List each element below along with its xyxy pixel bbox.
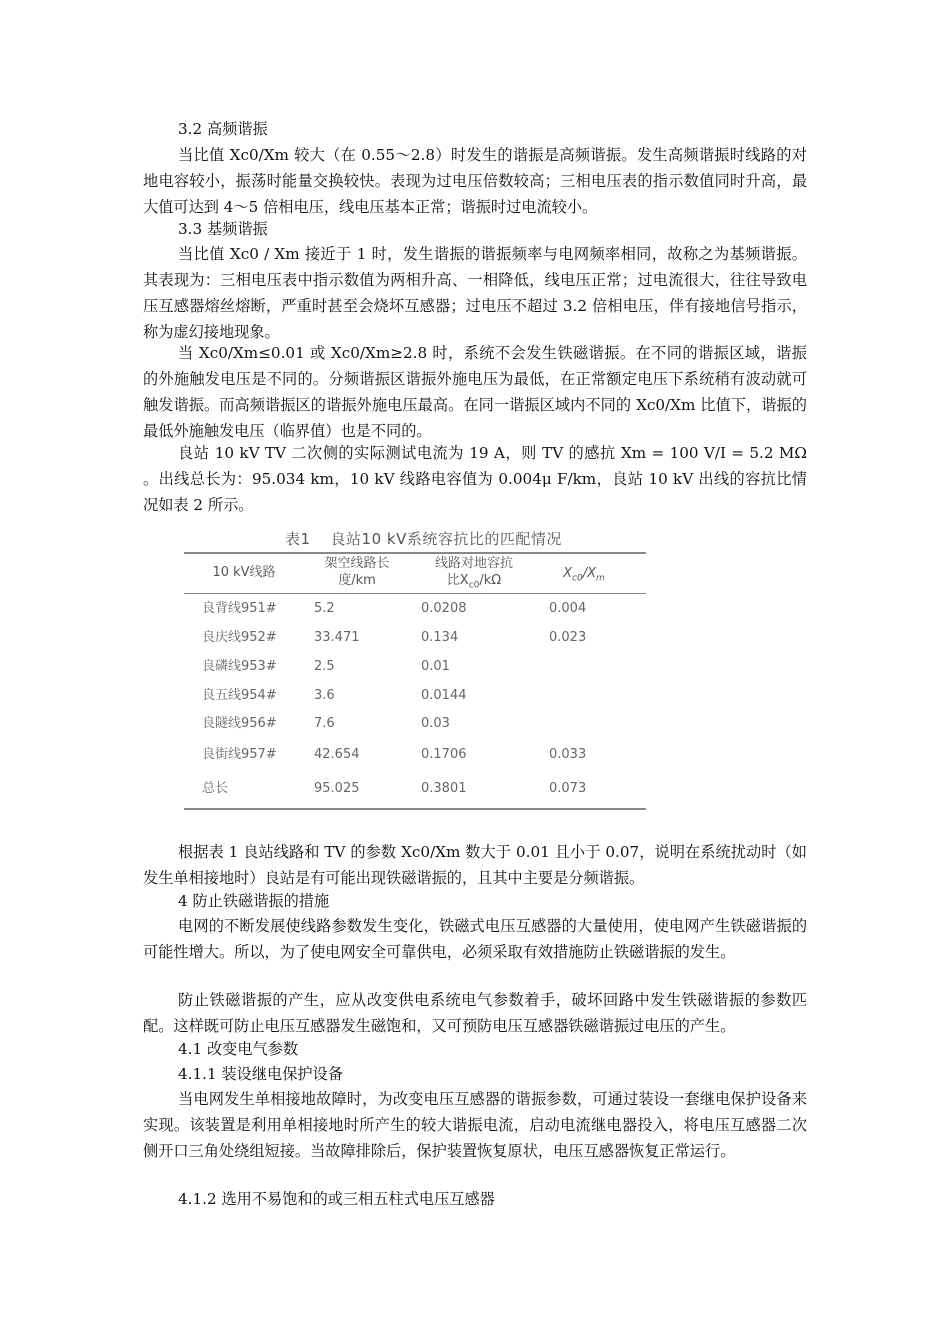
table-number: 表1 <box>285 530 311 548</box>
table-row: 良磷线953# 2.5 0.01 <box>202 659 450 674</box>
table-row: 良街线957# 42.654 0.1706 0.033 <box>202 747 587 762</box>
table-header-rule <box>184 593 646 594</box>
heading-4-1: 4.1 改变电气参数 <box>178 1040 299 1058</box>
heading-4-1-1: 4.1.1 装设继电保护设备 <box>178 1065 343 1083</box>
heading-3-3: 3.3 基频谐振 <box>178 220 268 238</box>
table-bottom-rule <box>184 808 646 810</box>
para-measures-principle: 防止铁磁谐振的产生，应从改变供电系统电气参数着手，破坏回路中发生铁磁谐振的参数匹配。这样既可防止电压互感器发生磁饱和，又可预防电压互感器铁磁谐振过电压的产生。 <box>143 991 807 1035</box>
table-caption <box>285 528 562 549</box>
heading-3-2: 3.2 高频谐振 <box>178 120 268 138</box>
para-high-frequency-resonance: 当比值 Xc0/Xm 较大（在 0.55～2.8）时发生的谐振是高频谐振。发生高频谐振时线路的对地电容较小，振荡时能量交换较快。表现为过电压倍数较高；三相电压表的指示数值同时升高，最大值可达到 4～5 倍相电压，线电压基本正常；谐振时过电流较小。 <box>143 146 807 216</box>
para-resonance-zones: 当 Xc0/Xm≤0.01 或 Xc0/Xm≥2.8 时，系统不会发生铁磁谐振。在不同的谐振区域，谐振的外施触发电压是不同的。分频谐振区谐振外施电压为最低，在正常额定电压下系统稍有波动就可触发谐振。而高频谐振区的谐振外施电压最高。在同一谐振区域内不同的 Xc0/Xm 比值下，谐振的最低外施触发电压（临界值）也是不同的。 <box>143 344 807 440</box>
table-row: 良隧线956# 7.6 0.03 <box>202 716 450 731</box>
para-measures-intro: 电网的不断发展使线路参数发生变化，铁磁式电压互感器的大量使用，使电网产生铁磁谐振的可能性增大。所以，为了使电网安全可靠供电，必须采取有效措施防止铁磁谐振的发生。 <box>143 917 807 961</box>
table-title: 良站10 kV系统容抗比的匹配情况 <box>330 530 562 548</box>
header-xc0: 线路对地容抗 比$X_{c0}/k\Omega$ <box>434 556 513 591</box>
header-ratio: $X_{c0}/X_m$ <box>563 566 605 584</box>
table-row-total: 总长 95.025 0.3801 0.073 <box>202 781 587 796</box>
table-row: 良庆线952# 33.471 0.134 0.023 <box>202 630 587 645</box>
heading-4: 4 防止铁磁谐振的措施 <box>178 892 330 910</box>
header-line: 10 kV线路 <box>212 565 276 580</box>
para-table-conclusion: 根据表 1 良站线路和 TV 的参数 Xc0/Xm 数大于 0.01 且小于 0.07，说明在系统扰动时（如发生单相接地时）良站是有可能出现铁磁谐振的，且其中主要是分频谐振。 <box>143 843 807 887</box>
para-fundamental-resonance: 当比值 Xc0 / Xm 接近于 1 时，发生谐振的谐振频率与电网频率相同，故称之为基频谐振。其表现为：三相电压表中指示数值为两相升高、一相降低，线电压正常；过电流很大，往往导致电压互感器熔丝熔断，严重时甚至会烧坏互感器；过电压不超过 3.2 倍相电压，伴有接地信号指示，称为虚幻接地现象。 <box>143 245 807 341</box>
header-length: 架空线路长 度/km <box>324 556 390 588</box>
table-row: 良五线954# 3.6 0.0144 <box>202 688 467 703</box>
table-row: 良背线951# 5.2 0.0208 0.004 <box>202 601 587 616</box>
para-liangzhan-measurement: 良站 10 kV TV 二次侧的实际测试电流为 19 A，则 TV 的感抗 Xm = 100 V/I = 5.2 MΩ 。出线总长为：95.034 km，10 kV 线路电容值为 0.004μ F/km，良站 10 kV 出线的容抗比情况如表 2 所示。 <box>143 444 807 514</box>
para-relay-protection: 当电网发生单相接地故障时，为改变电压互感器的谐振参数，可通过装设一套继电保护设备来实现。该装置是利用单相接地时所产生的较大谐振电流，启动电流继电器投入，将电压互感器二次侧开口三角处绕组短接。当故障排除后，保护装置恢复原状，电压互感器恢复正常运行。 <box>143 1090 807 1160</box>
heading-4-1-2: 4.1.2 选用不易饱和的或三相五柱式电压互感器 <box>178 1190 495 1208</box>
table-top-rule <box>184 552 646 554</box>
